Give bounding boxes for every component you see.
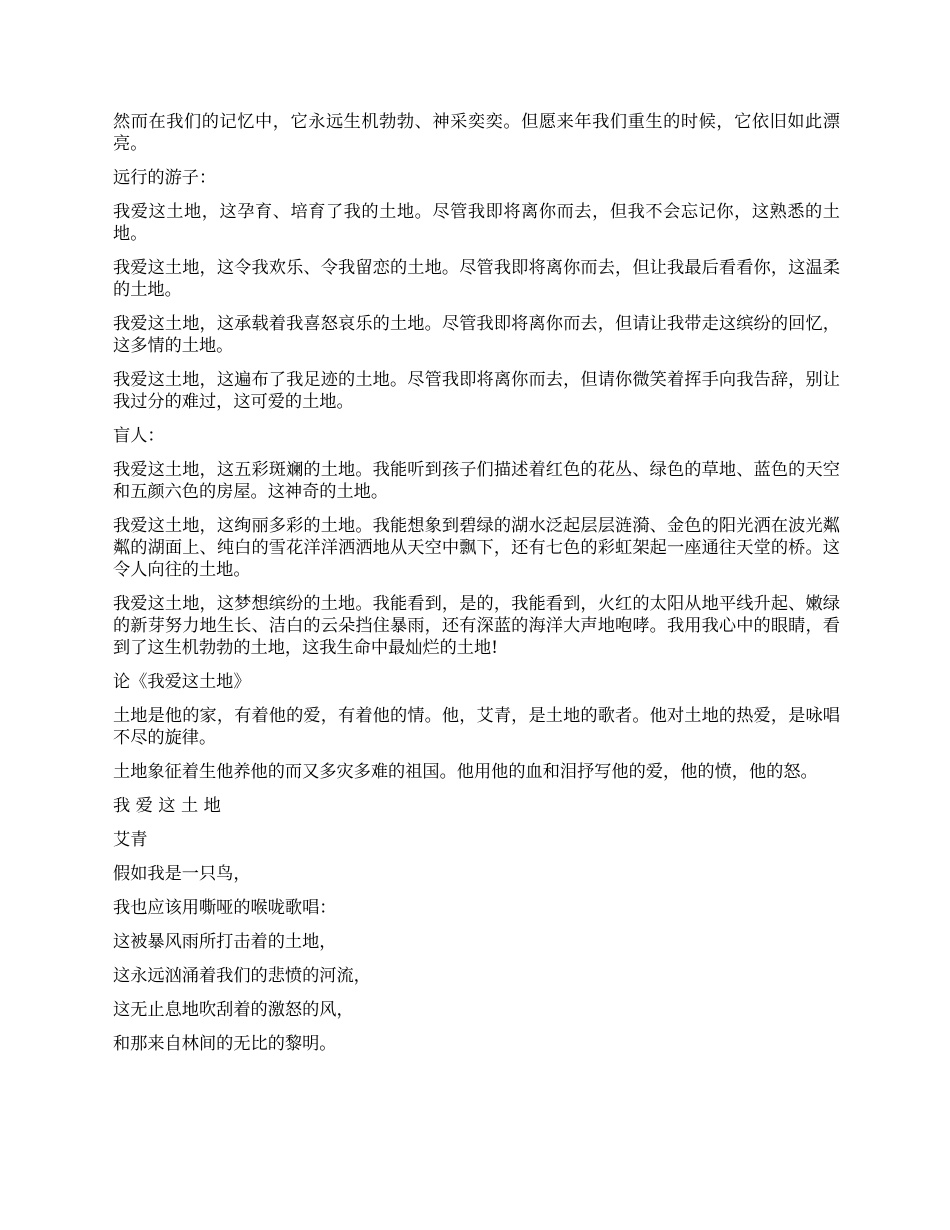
heading-essay: 论《我爱这土地》 [113, 672, 251, 692]
paragraph-traveler-4: 我爱这土地，这遍布了我足迹的土地。尽管我即将离你而去，但请你微笑着挥手向我告辞，别让我过分的难过，这可爱的土地。 [113, 370, 840, 412]
poem-line: 我也应该用嘶哑的喉咙歌唱： [113, 898, 337, 918]
paragraph-traveler-2: 我爱这土地，这令我欢乐、令我留恋的土地。尽管我即将离你而去，但让我最后看看你，这温柔的土地。 [113, 258, 840, 300]
poem-line: 这无止息地吹刮着的激怒的风， [113, 1000, 354, 1020]
paragraph-traveler-1: 我爱这土地，这孕育、培育了我的土地。尽管我即将离你而去，但我不会忘记你，这熟悉的土地。 [113, 202, 840, 244]
poem-line: 这被暴风雨所打击着的土地， [113, 932, 337, 952]
paragraph-traveler-3: 我爱这土地，这承载着我喜怒哀乐的土地。尽管我即将离你而去，但请让我带走这缤纷的回忆，这多情的土地。 [113, 314, 840, 356]
poem-author: 艾青 [113, 830, 148, 850]
paragraph-memory: 然而在我们的记忆中，它永远生机勃勃、神采奕奕。但愿来年我们重生的时候，它依旧如此漂亮。 [113, 112, 840, 154]
document-body [113, 111, 840, 1067]
paragraph-blind-2: 我爱这土地，这绚丽多彩的土地。我能想象到碧绿的湖水泛起层层涟漪、金色的阳光洒在波光粼粼的湖面上、纯白的雪花洋洋洒洒地从天空中飘下，还有七色的彩虹架起一座通往天堂的桥。这令人向往的土地。 [113, 516, 840, 580]
poem-title: 我 爱 这 土 地 [113, 796, 221, 816]
poem-line: 这永远汹涌着我们的悲愤的河流， [113, 966, 371, 986]
paragraph-essay-1: 土地是他的家，有着他的爱，有着他的情。他，艾青，是土地的歌者。他对土地的热爱，是咏唱不尽的旋律。 [113, 706, 840, 748]
poem-line: 假如我是一只鸟， [113, 864, 251, 884]
paragraph-essay-2: 土地象征着生他养他的而又多灾多难的祖国。他用他的血和泪抒写他的爱，他的愤，他的怒。 [113, 762, 818, 782]
poem-line: 和那来自林间的无比的黎明。 [113, 1034, 337, 1054]
heading-blind: 盲人： [113, 426, 165, 446]
paragraph-blind-1: 我爱这土地，这五彩斑斓的土地。我能听到孩子们描述着红色的花丛、绿色的草地、蓝色的天空和五颜六色的房屋。这神奇的土地。 [113, 460, 840, 502]
paragraph-blind-3: 我爱这土地，这梦想缤纷的土地。我能看到，是的，我能看到，火红的太阳从地平线升起、嫩绿的新芽努力地生长、洁白的云朵挡住暴雨，还有深蓝的海洋大声地咆哮。我用我心中的眼睛，看到了这生机勃勃的土地，这我生命中最灿烂的土地! [113, 594, 840, 658]
heading-traveler: 远行的游子： [113, 168, 217, 188]
